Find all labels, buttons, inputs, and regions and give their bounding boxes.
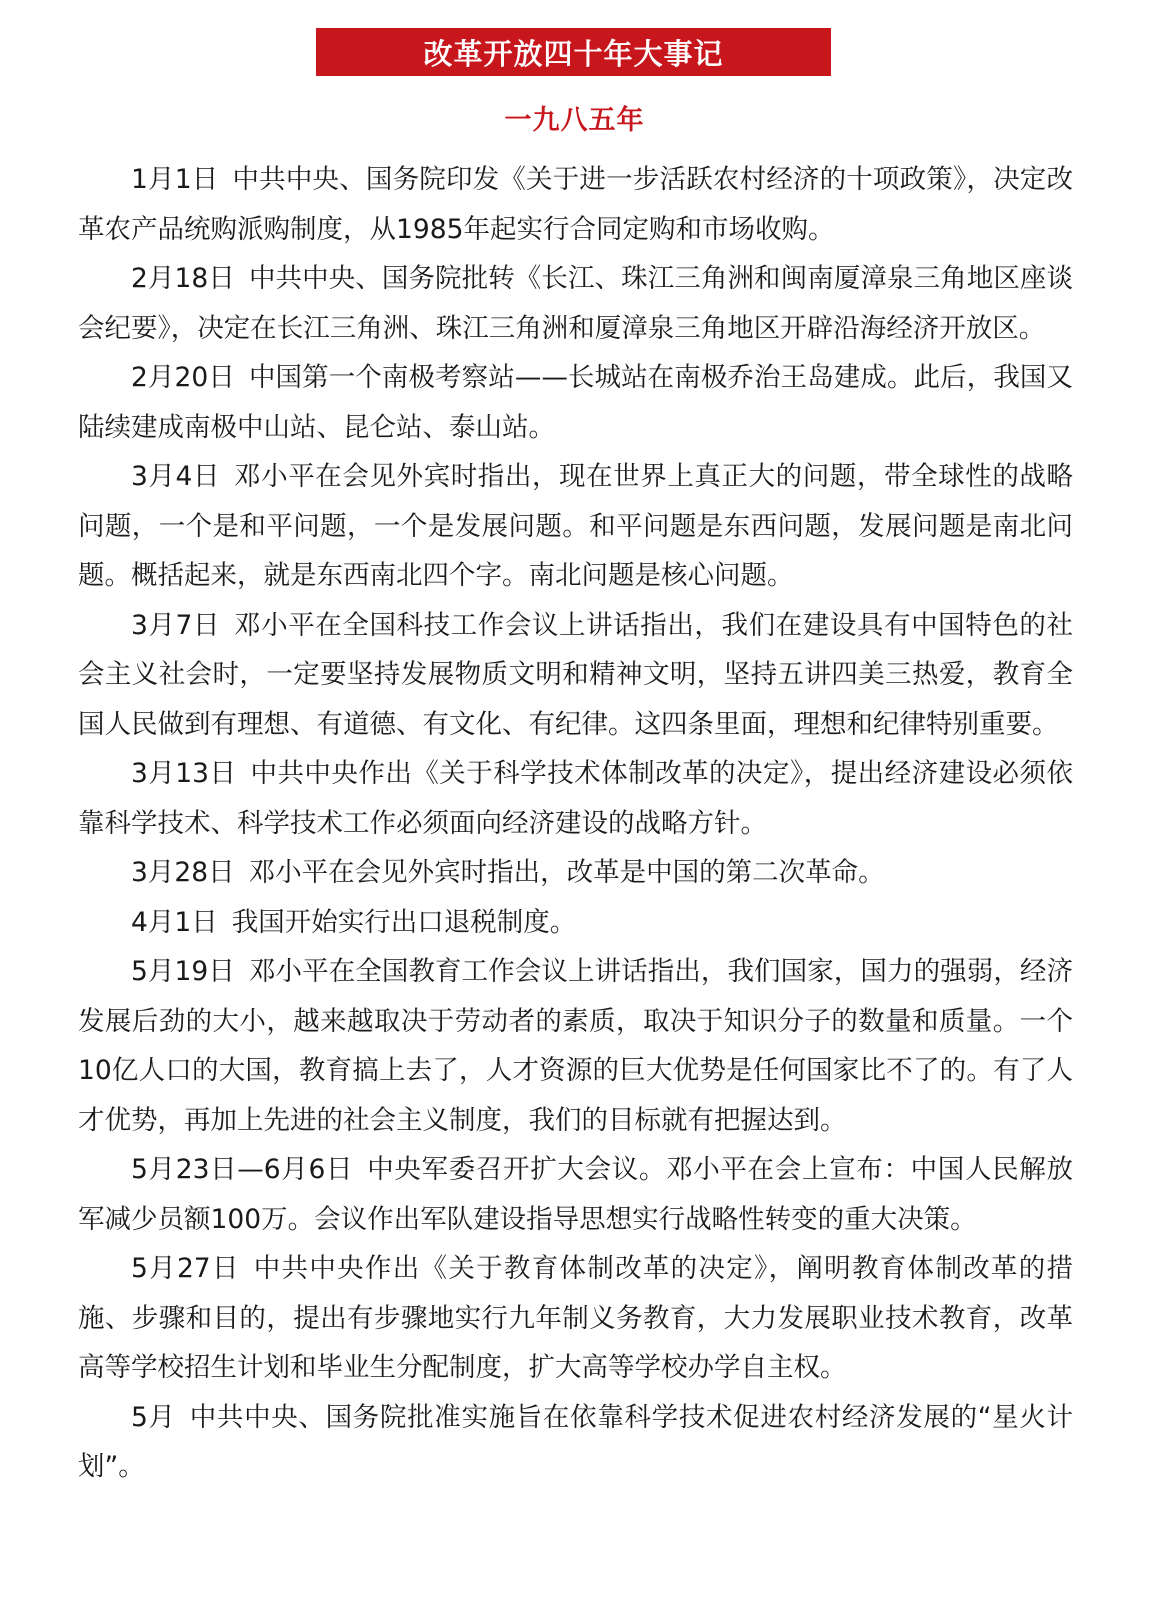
entry-date: 5月23日—6月6日 bbox=[131, 1154, 354, 1185]
chronology-entry bbox=[78, 1244, 1073, 1393]
entry-date: 3月4日 bbox=[131, 461, 221, 492]
chronology-entry bbox=[78, 601, 1073, 750]
entry-date: 3月13日 bbox=[131, 758, 237, 789]
entry-text: 邓小平在全国科技工作会议上讲话指出，我们在建设具有中国特色的社会主义社会时，一定要坚持发展物质文明和精神文明，坚持五讲四美三热爱，教育全国人民做到有理想、有道德、有文化、有纪律。这四条里面，理想和纪律特别重要。 bbox=[78, 609, 1073, 740]
entry-text: 邓小平在会见外宾时指出，改革是中国的第二次革命。 bbox=[248, 857, 885, 888]
entry-date: 5月27日 bbox=[131, 1253, 240, 1284]
entry-date: 2月18日 bbox=[131, 263, 235, 294]
chronology-entry bbox=[78, 1145, 1073, 1244]
entry-date: 5月 bbox=[131, 1401, 176, 1433]
chronology-entry bbox=[78, 254, 1073, 353]
entry-text: 中央军委召开扩大会议。邓小平在会上宣布：中国人民解放军减少员额100万。会议作出军队建设指导思想实行战略性转变的重大决策。 bbox=[78, 1154, 1073, 1235]
entry-date: 3月7日 bbox=[131, 609, 221, 641]
entry-text: 中共中央、国务院批转《长江、珠江三角洲和闽南厦漳泉三角地区座谈会纪要》，决定在长江三角洲、珠江三角洲和厦漳泉三角地区开辟沿海经济开放区。 bbox=[78, 263, 1074, 344]
chronology-entry bbox=[78, 749, 1073, 848]
entry-text: 邓小平在全国教育工作会议上讲话指出，我们国家，国力的强弱，经济发展后劲的大小，越来越取决于劳动者的素质，取决于知识分子的数量和质量。一个10亿人口的大国，教育搞上去了，人才资源的巨大优势是任何国家比不了的。有了人才优势，再加上先进的社会主义制度，我们的目标就有把握达到。 bbox=[78, 956, 1074, 1136]
entry-date: 3月28日 bbox=[131, 857, 235, 888]
entry-date: 4月1日 bbox=[131, 906, 218, 938]
entry-date: 5月19日 bbox=[131, 956, 235, 987]
title-banner bbox=[316, 28, 831, 76]
entry-date: 1月1日 bbox=[131, 164, 219, 195]
chronology-entry bbox=[78, 898, 1073, 948]
chronology-entry bbox=[78, 452, 1073, 601]
entry-text: 中共中央、国务院印发《关于进一步活跃农村经济的十项政策》，决定改革农产品统购派购制度，从1985年起实行合同定购和市场收购。 bbox=[78, 164, 1073, 245]
entry-text: 我国开始实行出口退税制度。 bbox=[231, 906, 577, 938]
year-heading: 一九八五年 bbox=[504, 105, 645, 136]
entry-text: 中国第一个南极考察站——长城站在南极乔治王岛建成。此后，我国又陆续建成南极中山站、昆仑站、泰山站。 bbox=[78, 362, 1073, 443]
chronology-entry bbox=[78, 353, 1073, 452]
chronology-entry bbox=[78, 947, 1073, 1145]
entry-date: 2月20日 bbox=[131, 362, 235, 393]
entry-text: 中共中央作出《关于科学技术体制改革的决定》，提出经济建设必须依靠科学技术、科学技术工作必须面向经济建设的战略方针。 bbox=[78, 758, 1073, 839]
banner-title: 改革开放四十年大事记 bbox=[423, 36, 724, 71]
entry-text: 中共中央作出《关于教育体制改革的决定》，阐明教育体制改革的措施、步骤和目的，提出有步骤地实行九年制义务教育，大力发展职业技术教育，改革高等学校招生计划和毕业生分配制度，扩大高等学校办学自主权。 bbox=[78, 1253, 1074, 1383]
chronology-entry bbox=[78, 1393, 1073, 1492]
entry-text: 中共中央、国务院批准实施旨在依靠科学技术促进农村经济发展的“星火计划”。 bbox=[78, 1401, 1073, 1482]
entry-text: 邓小平在会见外宾时指出，现在世界上真正大的问题，带全球性的战略问题，一个是和平问题，一个是发展问题。和平问题是东西问题，发展问题是南北问题。概括起来，就是东西南北四个字。南北问题是核心问题。 bbox=[78, 461, 1073, 591]
chronology-entry bbox=[78, 848, 1073, 898]
chronology-list bbox=[78, 155, 1073, 1492]
chronology-entry bbox=[78, 155, 1073, 254]
